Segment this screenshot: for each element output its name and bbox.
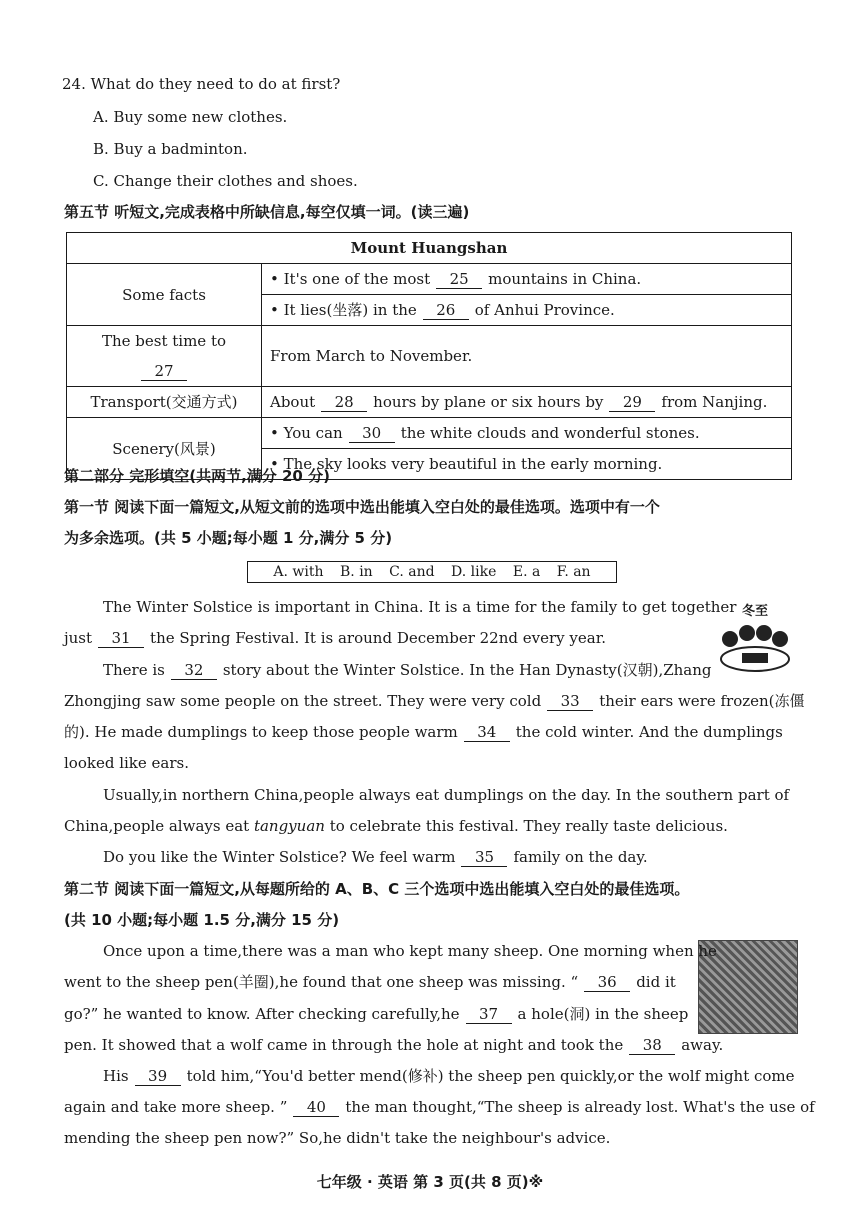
- question-24: 24. What do they need to do at first?: [62, 75, 341, 93]
- scenery-row-2: • The sky looks very beautiful in the early morning.: [262, 449, 792, 480]
- p1-line5: 的). He made dumplings to keep those people warm 34 the cold winter. And the dumplings: [64, 723, 783, 741]
- section2-heading-line1: 第二节 阅读下面一篇短文,从每题所给的 A、B、C 三个选项中选出能填入空白处的最佳选项。: [64, 880, 690, 898]
- blank-27: 27: [141, 362, 187, 381]
- blank-31: 31: [98, 629, 144, 648]
- label-best-time: The best time to27: [67, 326, 262, 387]
- part2-heading: 第二部分 完形填空(共两节,满分 20 分): [64, 467, 330, 485]
- fact-row-2: • It lies(坐落) in the 26 of Anhui Province.: [262, 295, 792, 326]
- label-scenery: Scenery(风景): [67, 418, 262, 480]
- p2-line5: His 39 told him,“You'd better mend(修补) the sheep pen quickly,or the wolf might come: [103, 1067, 795, 1085]
- blank-26: 26: [423, 301, 469, 320]
- p2-line4: pen. It showed that a wolf came in through the hole at night and took the 38 away.: [64, 1036, 724, 1054]
- option-a: A. with: [273, 564, 324, 580]
- p1-line3: There is 32 story about the Winter Solstice. In the Han Dynasty(汉朝),Zhang: [103, 661, 712, 679]
- blank-34: 34: [464, 723, 510, 742]
- blank-36: 36: [584, 973, 630, 992]
- page-footer: 七年级 · 英语 第 3 页(共 8 页)※: [316, 1173, 544, 1191]
- p2-line6: again and take more sheep. ” 40 the man thought,“The sheep is already lost. What's the use of: [64, 1098, 815, 1116]
- scenery-row-1: • You can 30 the white clouds and wonderful stones.: [262, 418, 792, 449]
- p1-line2: just 31 the Spring Festival. It is around December 22nd every year.: [64, 629, 606, 647]
- p1-line7: Usually,in northern China,people always eat dumplings on the day. In the southern part of: [103, 786, 790, 804]
- label-transport: Transport(交通方式): [67, 387, 262, 418]
- p2-line3: go?” he wanted to know. After checking carefully,he 37 a hole(洞) in the sheep: [64, 1005, 689, 1023]
- blank-28: 28: [321, 393, 367, 412]
- section1-heading-line2: 为多余选项。(共 5 小题;每小题 1 分,满分 5 分): [64, 529, 393, 547]
- p2-line2: went to the sheep pen(羊圈),he found that one sheep was missing. “ 36 did it: [64, 973, 676, 991]
- section5-heading: 第五节 听短文,完成表格中所缺信息,每空仅填一词。(读三遍): [64, 203, 470, 221]
- blank-30: 30: [349, 424, 395, 443]
- winter-image-caption: 冬至: [741, 604, 768, 619]
- blank-40: 40: [293, 1098, 339, 1117]
- blank-25: 25: [436, 270, 482, 289]
- transport-value: About 28 hours by plane or six hours by 29 from Nanjing.: [262, 387, 792, 418]
- label-some-facts: Some facts: [67, 264, 262, 326]
- info-table: [66, 232, 792, 480]
- option-c: C. and: [389, 564, 435, 580]
- blank-38: 38: [629, 1036, 675, 1055]
- blank-32: 32: [171, 661, 217, 680]
- option-24c: C. Change their clothes and shoes.: [93, 172, 358, 190]
- p1-line9: Do you like the Winter Solstice? We feel warm 35 family on the day.: [103, 848, 648, 866]
- option-24a: A. Buy some new clothes.: [93, 108, 288, 126]
- option-e: E. a: [512, 564, 541, 580]
- options-box: [247, 561, 617, 583]
- blank-33: 33: [547, 692, 593, 711]
- fact-row-1: • It's one of the most 25 mountains in China.: [262, 264, 792, 295]
- p1-line4: Zhongjing saw some people on the street. They were very cold 33 their ears were frozen(冻僵: [64, 692, 805, 710]
- option-f: F. an: [556, 564, 591, 580]
- p1-line6: looked like ears.: [64, 754, 189, 772]
- option-d: D. like: [451, 564, 497, 580]
- p2-line7: mending the sheep pen now?” So,he didn't take the neighbour's advice.: [64, 1129, 611, 1147]
- section1-heading-line1: 第一节 阅读下面一篇短文,从短文前的选项中选出能填入空白处的最佳选项。选项中有一个: [64, 498, 660, 516]
- p1-line8: China,people always eat tangyuan to celebrate this festival. They really taste delicious.: [64, 817, 728, 835]
- blank-35: 35: [461, 848, 507, 867]
- section2-heading-line2: (共 10 小题;每小题 1.5 分,满分 15 分): [64, 911, 340, 929]
- option-b: B. in: [340, 564, 373, 580]
- best-time-value: From March to November.: [262, 326, 792, 387]
- blank-37: 37: [466, 1005, 512, 1024]
- p2-line1: Once upon a time,there was a man who kept many sheep. One morning when he: [103, 942, 717, 960]
- p1-line1: The Winter Solstice is important in China. It is a time for the family to get together: [103, 598, 737, 616]
- option-24b: B. Buy a badminton.: [93, 140, 248, 158]
- blank-29: 29: [609, 393, 655, 412]
- blank-39: 39: [135, 1067, 181, 1086]
- family-eating-icon: [712, 619, 798, 675]
- table-title: Mount Huangshan: [67, 233, 792, 264]
